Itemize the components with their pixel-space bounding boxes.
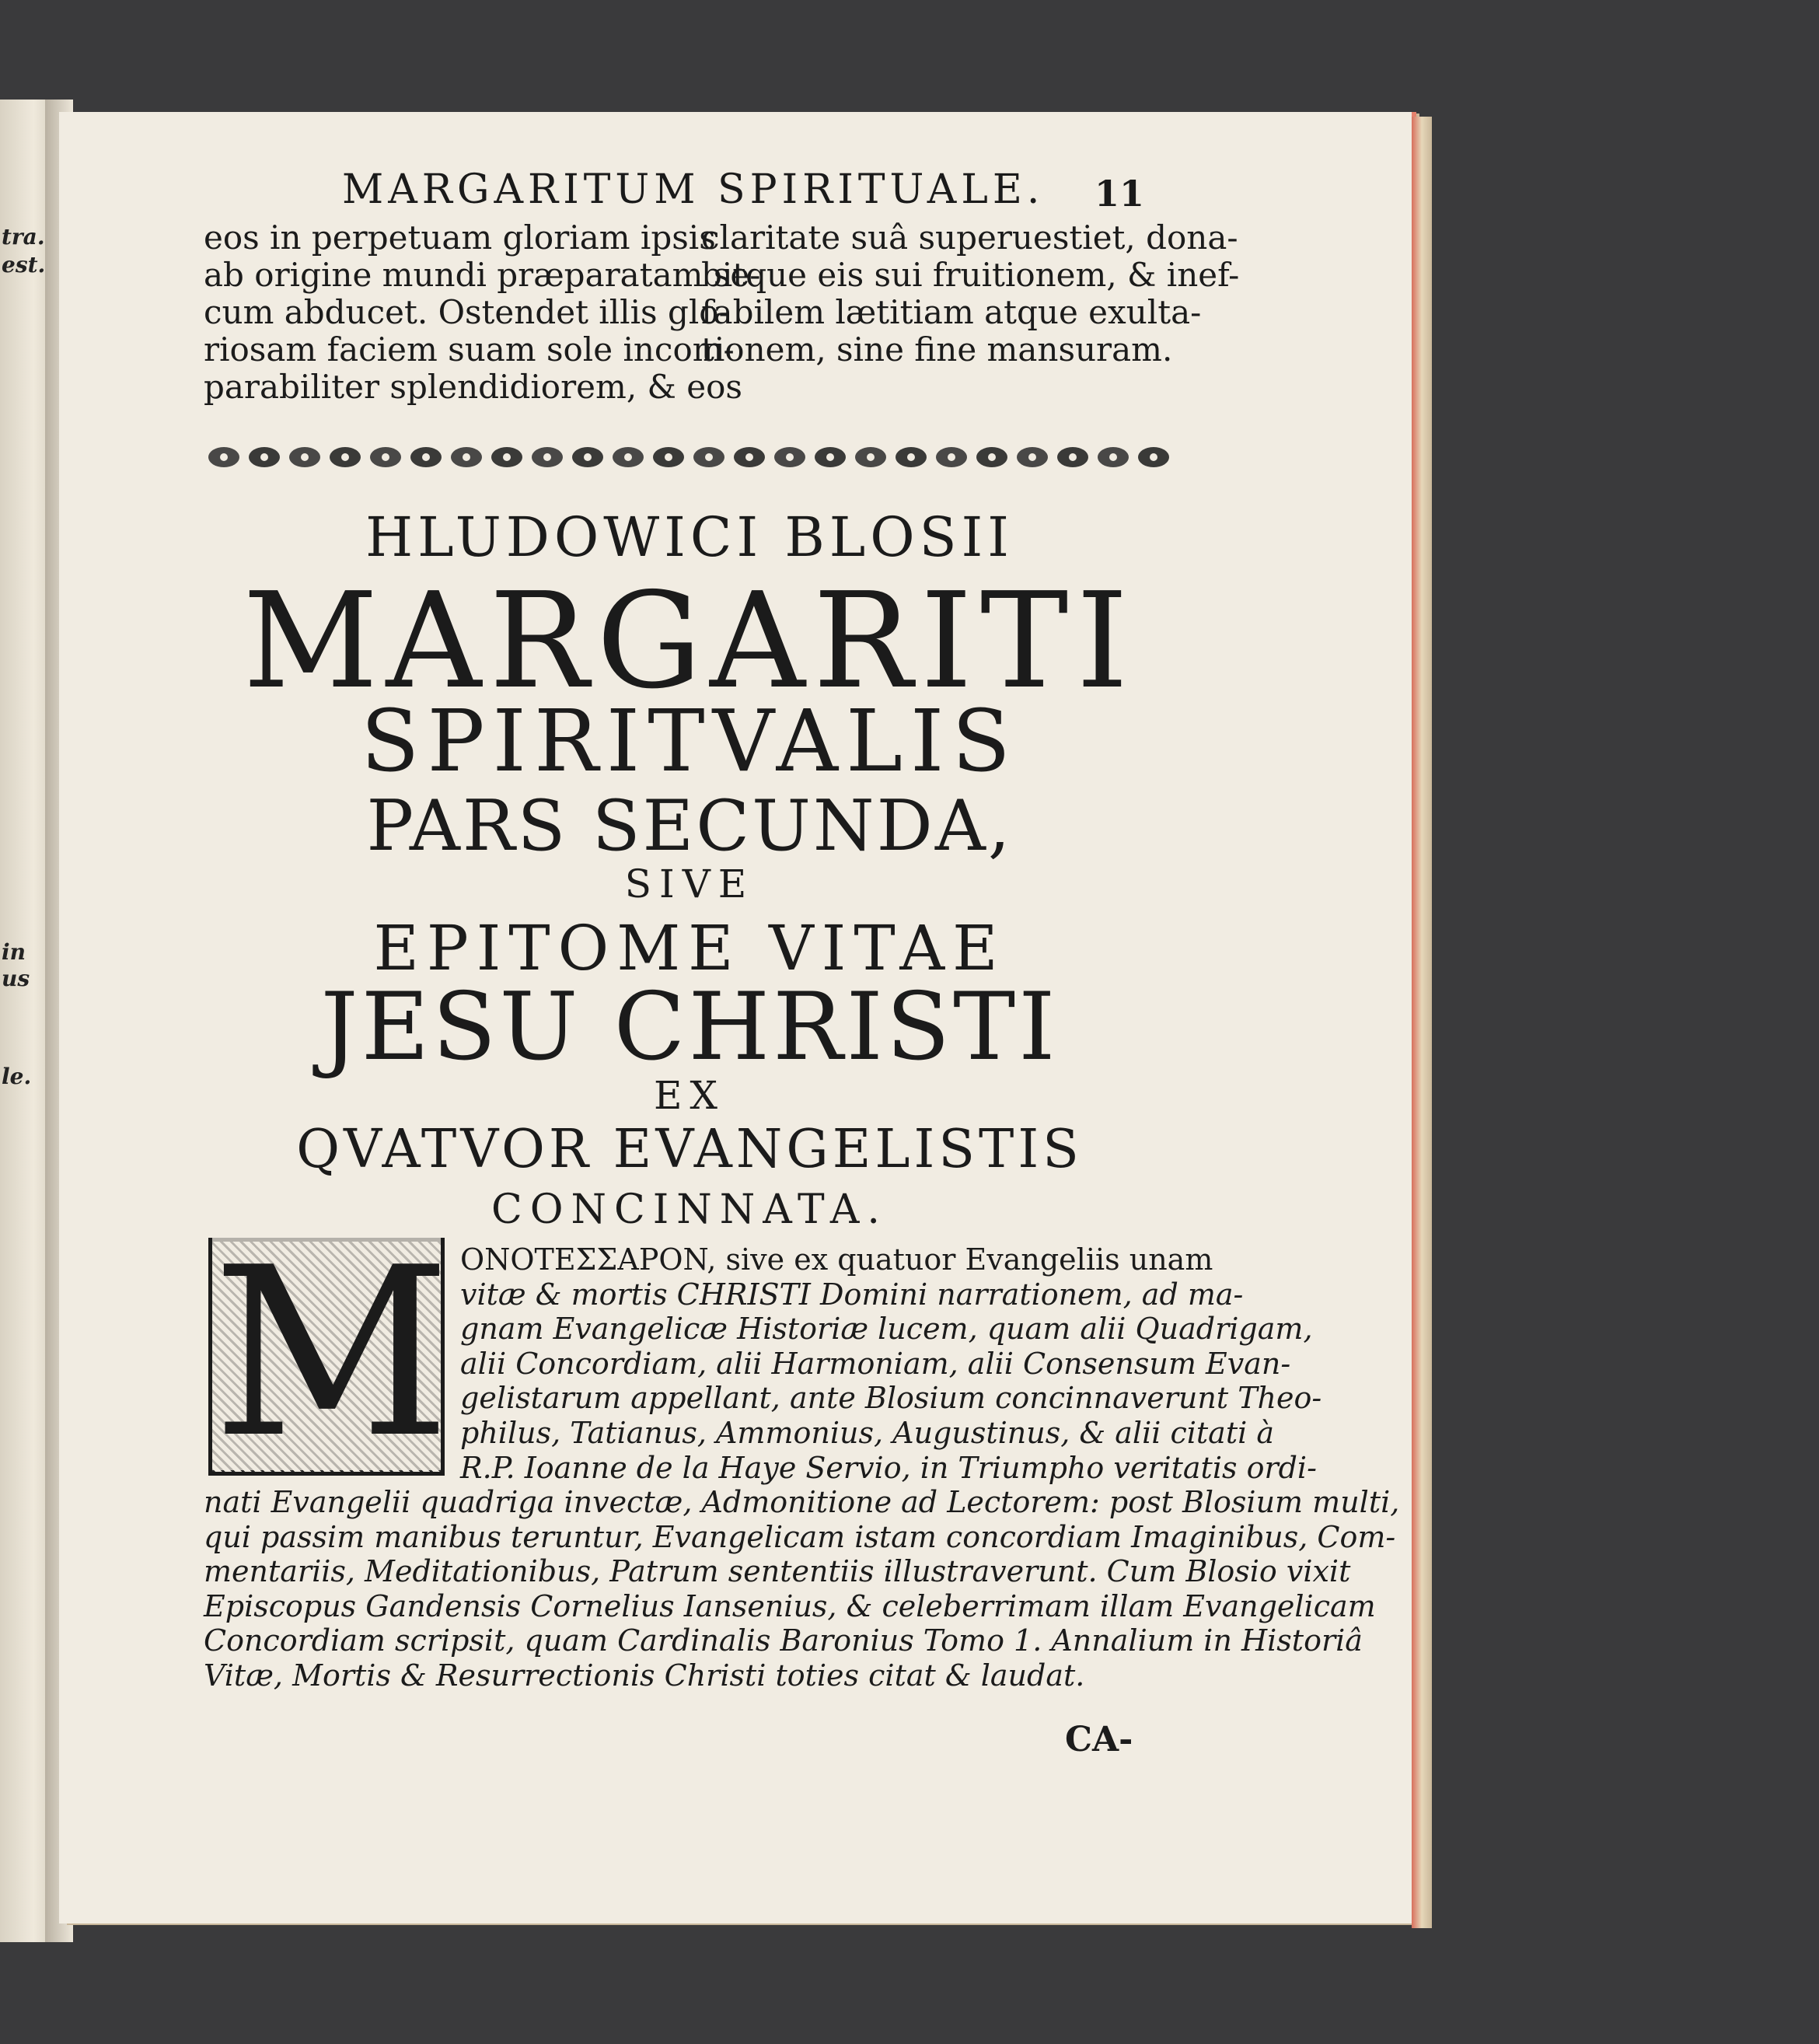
running-title: MARGARITUM SPIRITUALE. (342, 166, 1045, 213)
text-line: vitæ & mortis CHRISTI Domini narrationem, ad ma- (460, 1277, 1244, 1312)
decorated-initial (208, 1218, 452, 1489)
text-line: Episcopus Gandensis Cornelius Iansenius, & celeberrimam illam Evangelicam (204, 1588, 1376, 1623)
text-line: eos in perpetuam gloriam ipsis (204, 218, 716, 257)
text-line: Vitæ, Mortis & Resurrectionis Christi toties citat & laudat. (204, 1658, 1085, 1693)
text-line: gelistarum appellant, ante Blosium concinnaverunt Theo- (460, 1381, 1322, 1416)
title-main: MARGARITI (243, 564, 1136, 718)
fleuron-center (382, 453, 389, 461)
fleuron-center (907, 453, 915, 461)
text-line: Concordiam scripsit, quam Cardinalis Baronius Tomo 1. Annalium in Historiâ (204, 1623, 1363, 1658)
margin-fragment: le. (2, 1064, 32, 1089)
fleuron-center (503, 453, 511, 461)
catchword: CA- (1065, 1720, 1133, 1759)
fleuron-center (705, 453, 713, 461)
text-line: philus, Tatianus, Ammonius, Augustinus, & alii citati à (460, 1415, 1274, 1450)
text-column-right (701, 219, 1239, 369)
margin-fragment: est. (2, 252, 46, 278)
fleuron-center (301, 453, 309, 461)
title-line: JESU CHRISTI (320, 973, 1059, 1081)
fleuron-center (584, 453, 592, 461)
text-line: claritate suâ superuestiet, dona- (701, 218, 1238, 257)
paragraph-full-width (204, 1485, 1399, 1693)
fleuron-center (341, 453, 349, 461)
text-line: alii Concordiam, alii Harmoniam, alii Consensum Evan- (460, 1346, 1291, 1381)
title-line: PARS SECUNDA, (366, 785, 1013, 867)
fleuron-center (988, 453, 996, 461)
fleuron-center (1150, 453, 1157, 461)
text-line: R.P. Ioanne de la Haye Servio, in Triumpho veritatis ordi- (460, 1450, 1317, 1485)
fleuron-center (826, 453, 834, 461)
fleuron-center (786, 453, 794, 461)
text-line: nati Evangelii quadriga invectæ, Admonitione ad Lectorem: post Blosium multi, (204, 1485, 1400, 1519)
ornamental-rule (204, 442, 1175, 473)
text-line: qui passim manibus teruntur, Evangelicam istam concordiam Imaginibus, Com- (204, 1519, 1396, 1554)
text-line: fabilem lætitiam atque exulta- (701, 293, 1202, 331)
fleuron-center (665, 453, 672, 461)
fleuron-center (1109, 453, 1117, 461)
fleuron-center (624, 453, 632, 461)
fleuron-center (422, 453, 430, 461)
text-line: bitque eis sui fruitionem, & inef- (701, 256, 1240, 294)
initial-letter: M (212, 1218, 452, 1489)
title-line: SIVE (624, 861, 755, 907)
fleuron-center (260, 453, 268, 461)
title-line: EX (653, 1073, 726, 1118)
text-column-left (204, 219, 760, 406)
fleuron-center (1028, 453, 1036, 461)
fleuron-center (543, 453, 551, 461)
fleuron-center (745, 453, 753, 461)
title-line: QVATVOR EVANGELISTIS (296, 1119, 1083, 1180)
title-line: SPIRITVALIS (361, 691, 1018, 791)
fleuron-center (867, 453, 875, 461)
page-edge-red (1412, 117, 1432, 1928)
text-line: ab origine mundi præparatam se- (204, 256, 761, 294)
title-line: CONCINNATA. (491, 1186, 888, 1233)
fleuron-center (463, 453, 470, 461)
text-line: riosam faciem suam sole incom- (204, 330, 735, 369)
text-line: mentariis, Meditationibus, Patrum sententiis illustraverunt. Cum Blosio vixit (204, 1554, 1351, 1589)
fleuron-row-icon (204, 442, 1175, 473)
text-line: ONOTEΣΣAPON, sive ex quatuor Evangeliis unam (460, 1242, 1213, 1277)
text-line: parabiliter splendidiorem, & eos (204, 368, 742, 406)
title-line: EPITOME VITAE (373, 912, 1006, 984)
page-number: 11 (1095, 173, 1145, 215)
fleuron-center (220, 453, 228, 461)
margin-fragment: us (2, 966, 30, 991)
title-author: HLUDOWICI BLOSII (365, 505, 1014, 569)
text-line: tionem, sine fine mansuram. (701, 330, 1173, 369)
text-line: gnam Evangelicæ Historiæ lucem, quam alii Quadrigam, (460, 1312, 1313, 1347)
margin-fragment: tra. (2, 224, 45, 250)
fleuron-center (948, 453, 955, 461)
fleuron-center (1069, 453, 1077, 461)
margin-fragment: in (2, 939, 26, 965)
text-line: cum abducet. Ostendet illis glo- (204, 293, 730, 331)
paragraph-beside-initial (460, 1242, 1321, 1485)
